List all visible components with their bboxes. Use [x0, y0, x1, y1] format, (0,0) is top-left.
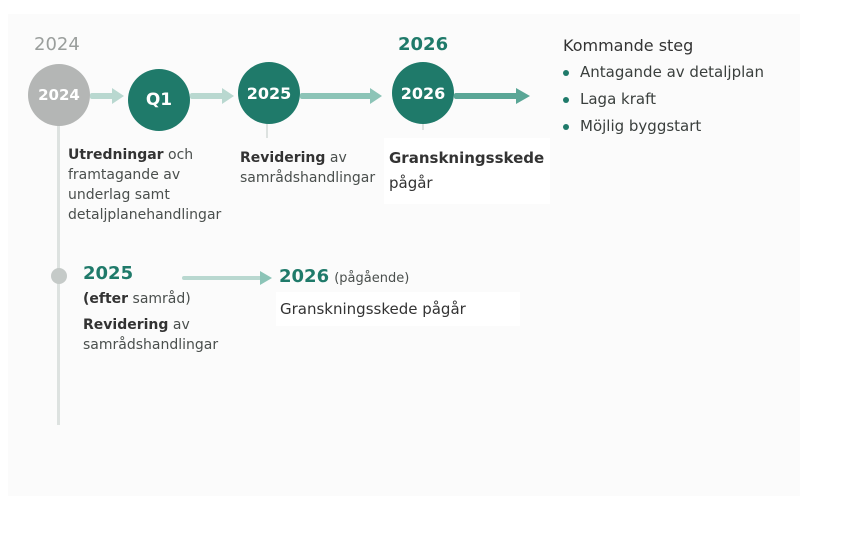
year-2026-label: 2026	[398, 34, 449, 55]
next-step-item: Laga kraft	[563, 90, 764, 108]
step3-line2: pågår	[389, 174, 433, 192]
step1-line4: detaljplanehandlingar	[68, 207, 222, 223]
lower-milestone-dot	[51, 268, 67, 284]
lower-2026-heading	[279, 266, 409, 287]
lower-year-2026: 2026	[279, 266, 330, 287]
lower-year-2025: 2025	[83, 263, 134, 284]
milestone-q1-circle: Q1	[128, 69, 190, 131]
next-step-item: Möjlig byggstart	[563, 117, 764, 135]
step1-bold: Utredningar	[68, 147, 164, 163]
year-2024-label: 2024	[34, 34, 80, 55]
step3-bold: Granskningsskede	[389, 149, 545, 167]
rev-line2: samrådshandlingar	[83, 337, 219, 353]
step2-rest: av	[325, 150, 347, 166]
milestone-2024-circle: 2024	[28, 64, 90, 126]
ongoing-description: Granskningsskede pågår	[280, 300, 466, 318]
rev-bold: Revidering	[83, 317, 169, 333]
step1-rest: och	[163, 147, 194, 163]
step2-description	[240, 148, 375, 188]
after-bold: (efter	[83, 291, 129, 307]
milestone-2026-circle: 2026	[392, 62, 454, 124]
step1-line3: underlag samt	[68, 187, 170, 203]
step1-line2: framtagande av	[68, 167, 181, 183]
rev-rest: av	[168, 317, 190, 333]
ongoing-label: (pågående)	[334, 271, 410, 286]
step2-bold: Revidering	[240, 150, 326, 166]
step3-description	[389, 146, 544, 196]
after-rest: samråd)	[128, 291, 191, 307]
lower-2025-description	[83, 289, 218, 355]
milestone-2025-circle: 2025	[238, 62, 300, 124]
next-step-item: Antagande av detaljplan	[563, 63, 764, 81]
step2-line2: samrådshandlingar	[240, 170, 376, 186]
next-steps-list	[563, 63, 764, 144]
next-steps-title: Kommande steg	[563, 36, 694, 55]
step1-description	[68, 145, 221, 225]
